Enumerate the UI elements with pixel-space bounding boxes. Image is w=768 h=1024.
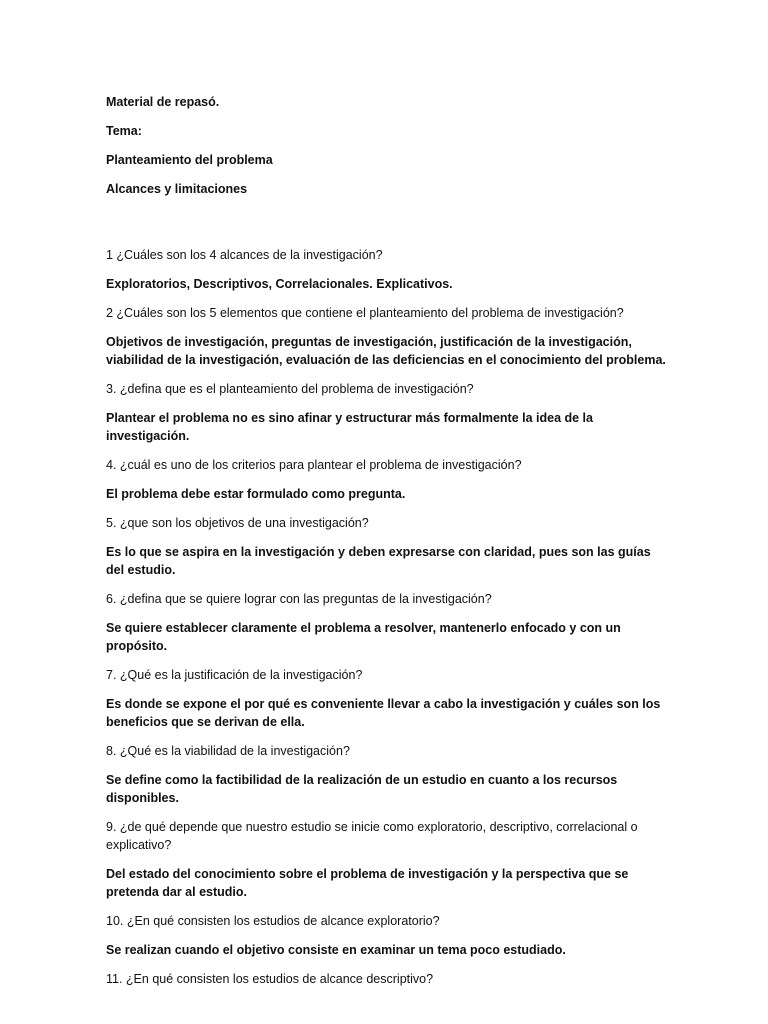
question-9: 9. ¿de qué depende que nuestro estudio se inicie como exploratorio, descriptivo, correlacional o explicativo? [106,820,638,852]
question-11: 11. ¿En qué consisten los estudios de alcance descriptivo? [106,972,434,986]
material-title: Material de repasó. [106,95,220,109]
question-6: 6. ¿defina que se quiere lograr con las preguntas de la investigación? [106,592,492,606]
answer-5: Es lo que se aspira en la investigación y deben expresarse con claridad, pues son las guías del estudio. [106,545,651,577]
answer-2: Objetivos de investigación, preguntas de investigación, justificación de la investigación, viabilidad de la investigación, evaluación de las deficiencias en el conocimiento del problema. [106,335,666,367]
answer-8: Se define como la factibilidad de la realización de un estudio en cuanto a los recursos disponibles. [106,773,618,805]
question-3: 3. ¿defina que es el planteamiento del problema de investigación? [106,382,474,396]
answer-9: Del estado del conocimiento sobre el problema de investigación y la perspectiva que se pretenda dar al estudio. [106,867,629,899]
qa-list [106,246,666,988]
answer-3: Plantear el problema no es sino afinar y estructurar más formalmente la idea de la investigación. [106,411,593,443]
answer-4: El problema debe estar formulado como pregunta. [106,487,406,501]
answer-6: Se quiere establecer claramente el problema a resolver, mantenerlo enfocado y con un propósito. [106,621,621,653]
question-5: 5. ¿que son los objetivos de una investigación? [106,516,369,530]
question-4: 4. ¿cuál es uno de los criterios para plantear el problema de investigación? [106,458,522,472]
topic-title: Planteamiento del problema [106,153,273,167]
section-spacer [106,210,666,246]
question-7: 7. ¿Qué es la justificación de la investigación? [106,668,363,682]
question-1: 1 ¿Cuáles son los 4 alcances de la investigación? [106,248,383,262]
answer-10: Se realizan cuando el objetivo consiste en examinar un tema poco estudiado. [106,943,566,957]
tema-label: Tema: [106,124,142,138]
answer-7: Es donde se expone el por qué es conveniente llevar a cabo la investigación y cuáles son los beneficios que se derivan de ella. [106,697,661,729]
question-8: 8. ¿Qué es la viabilidad de la investigación? [106,744,350,758]
document-page [106,94,666,999]
question-10: 10. ¿En qué consisten los estudios de alcance exploratorio? [106,914,440,928]
question-2: 2 ¿Cuáles son los 5 elementos que contiene el planteamiento del problema de investigación? [106,306,624,320]
topic-subtitle: Alcances y limitaciones [106,182,248,196]
answer-1: Exploratorios, Descriptivos, Correlacionales. Explicativos. [106,277,453,291]
